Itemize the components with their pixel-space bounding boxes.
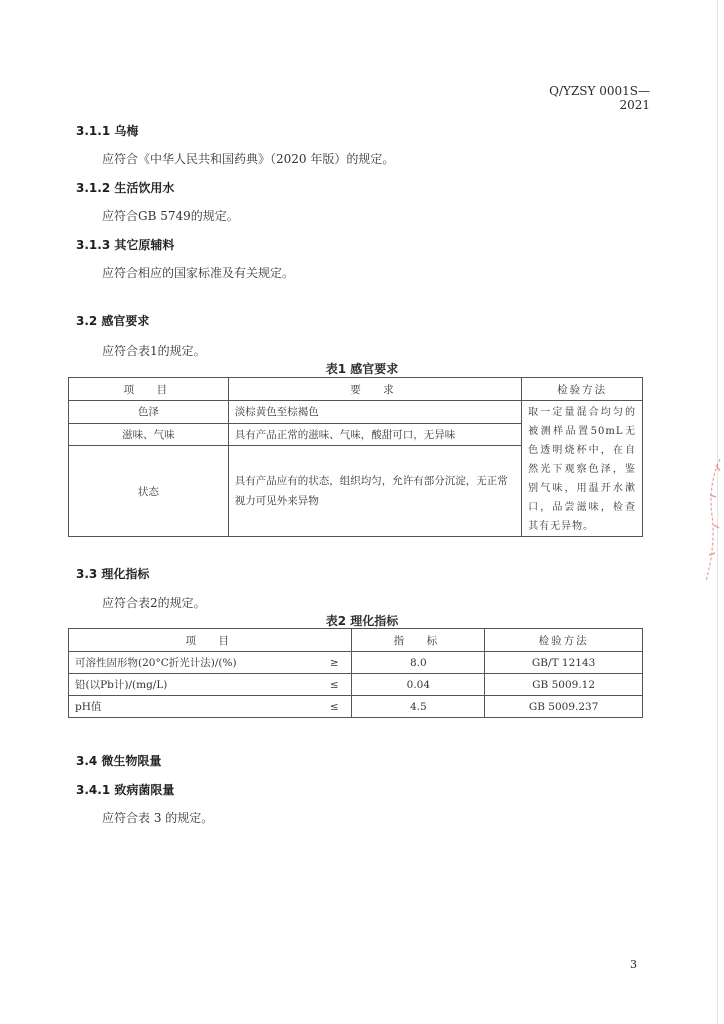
table2-value-ph: 4.5 (352, 696, 485, 718)
table-row (69, 674, 643, 696)
heading-3-4-1: 3.4.1 致病菌限量 (76, 783, 175, 797)
table2-op-solids: ≥ (317, 652, 352, 674)
table-row (69, 652, 643, 674)
table2-method-lead: GB 5009.12 (485, 674, 643, 696)
table-row (69, 401, 643, 424)
table2-item-solids: 可溶性固形物(20°C折光计法)/(%) (69, 652, 318, 674)
para-3-2: 应符合表1的规定。 (102, 344, 206, 358)
table1-item-state: 状态 (69, 446, 229, 537)
table1-method: 取一定量混合均匀的被测样品置50mL无色透明烧杯中，在自然光下观察色泽，鉴别气味，用温开水漱口，品尝滋味，检查其有无异物。 (522, 401, 643, 537)
table2-value-lead: 0.04 (352, 674, 485, 696)
table2-value-solids: 8.0 (352, 652, 485, 674)
red-seal-fragment (700, 455, 722, 585)
table1-req-color: 淡棕黄色至棕褐色 (228, 401, 521, 424)
table1-caption: 表1 感官要求 (325, 362, 399, 376)
document-code: Q/YZSY 0001S—2021 (549, 84, 650, 112)
table2-op-lead: ≤ (317, 674, 352, 696)
table2-header-method: 检验方法 (485, 629, 643, 652)
table1-item-taste: 滋味、气味 (69, 423, 229, 446)
heading-3-1-1: 3.1.1 乌梅 (76, 124, 139, 138)
table1-item-color: 色泽 (69, 401, 229, 424)
para-3-3: 应符合表2的规定。 (102, 596, 206, 610)
table2-header-item: 项 目 (69, 629, 352, 652)
table1-header-item: 项 目 (69, 378, 229, 401)
para-3-1-1: 应符合《中华人民共和国药典》（2020 年版）的规定。 (102, 152, 395, 166)
heading-3-1-2: 3.1.2 生活饮用水 (76, 181, 175, 195)
para-3-4-1: 应符合表 3 的规定。 (102, 811, 214, 825)
table2-op-ph: ≤ (317, 696, 352, 718)
table2-method-solids: GB/T 12143 (485, 652, 643, 674)
table-header-row (69, 378, 643, 401)
table2-method-ph: GB 5009.237 (485, 696, 643, 718)
table1-sensory (68, 377, 643, 537)
table-row (69, 696, 643, 718)
table1-header-requirement: 要 求 (228, 378, 521, 401)
heading-3-3: 3.3 理化指标 (76, 567, 150, 581)
para-3-1-2: 应符合GB 5749的规定。 (102, 209, 239, 223)
table1-req-state: 具有产品应有的状态，组织均匀，允许有部分沉淀，无正常视力可见外来异物 (228, 446, 521, 537)
table2-physicochemical (68, 628, 643, 718)
page-number: 3 (630, 958, 637, 971)
table2-header-indicator: 指 标 (352, 629, 485, 652)
table1-header-method: 检验方法 (522, 378, 643, 401)
heading-3-1-3: 3.1.3 其它原辅料 (76, 238, 175, 252)
heading-3-2: 3.2 感官要求 (76, 314, 150, 328)
table2-item-lead: 铅(以Pb计)/(mg/L) (69, 674, 318, 696)
table2-item-ph: pH值 (69, 696, 318, 718)
table-header-row (69, 629, 643, 652)
table1-req-taste: 具有产品正常的滋味、气味，酸甜可口，无异味 (228, 423, 521, 446)
para-3-1-3: 应符合相应的国家标准及有关规定。 (102, 266, 295, 280)
heading-3-4: 3.4 微生物限量 (76, 754, 162, 768)
table2-caption: 表2 理化指标 (325, 614, 399, 628)
